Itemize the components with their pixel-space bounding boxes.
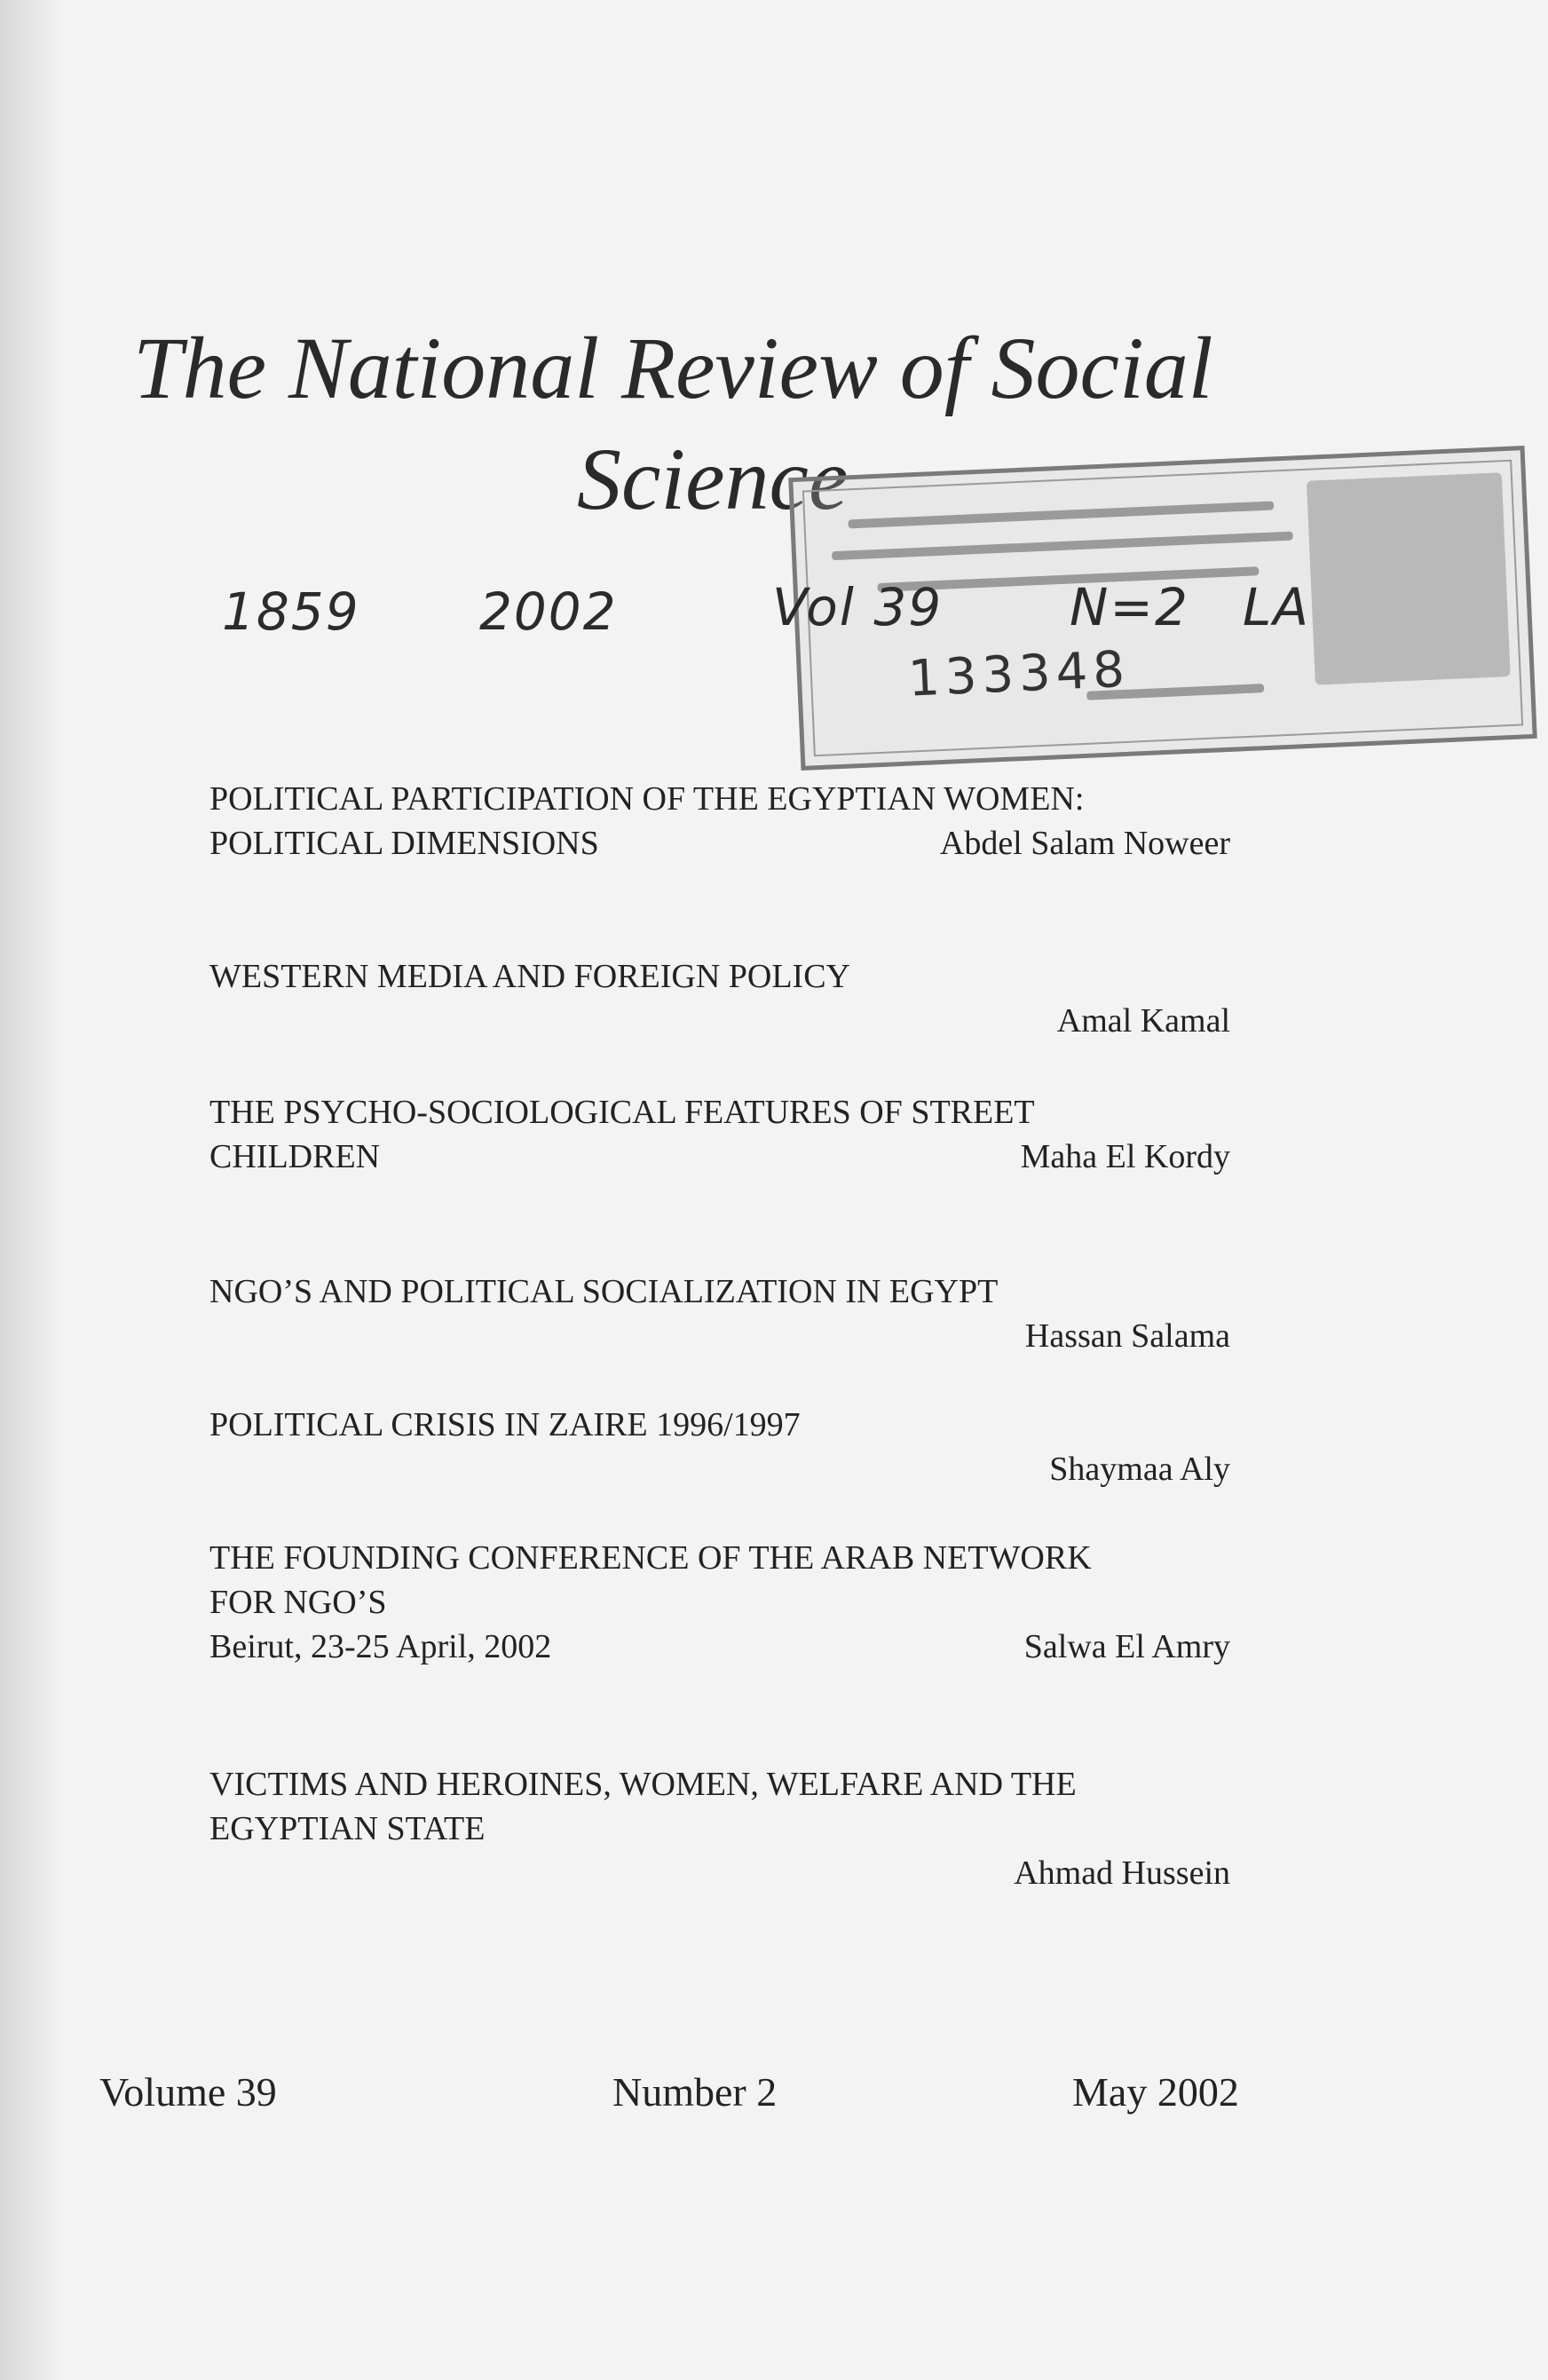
journal-title-line2: Science [577,430,849,528]
entry-title: FOR NGO’S [209,1584,387,1621]
entry-author: Abdel Salam Noweer [939,825,1230,862]
contents-entry [209,1090,1230,1179]
page-edge-shadow [0,0,62,2380]
entry-author: Salwa El Amry [1023,1628,1230,1665]
entry-title: WESTERN MEDIA AND FOREIGN POLICY [209,958,850,995]
entry-author: Ahmad Hussein [1014,1854,1230,1892]
entry-title: VICTIMS AND HEROINES, WOMEN, WELFARE AND THE [209,1766,1077,1803]
entry-title: POLITICAL PARTICIPATION OF THE EGYPTIAN WOMEN: [209,780,1085,818]
handwritten-note-4: N=2 [1070,577,1189,637]
stamp-registration-number: 133348 [906,640,1132,708]
entry-author: Hassan Salama [1024,1317,1230,1355]
handwritten-note-2: 2002 [479,581,618,642]
entry-author: Maha El Kordy [1020,1138,1230,1175]
contents-entry [209,777,1230,866]
entry-author: Shaymaa Aly [1049,1451,1230,1488]
issue-date-label: May 2002 [1072,2069,1239,2115]
contents-entry [209,954,1230,1043]
handwritten-note-1: 1859 [222,581,360,642]
entry-title: THE FOUNDING CONFERENCE OF THE ARAB NETWORK [209,1539,1092,1577]
entry-title: POLITICAL CRISIS IN ZAIRE 1996/1997 [209,1406,801,1443]
entry-author: Amal Kamal [1056,1002,1230,1040]
issue-number-label: Number 2 [612,2069,778,2115]
contents-entry [209,1403,1230,1491]
entry-event-details: Beirut, 23-25 April, 2002 [209,1628,552,1665]
contents-entry [209,1536,1230,1669]
entry-title: POLITICAL DIMENSIONS [209,825,599,862]
handwritten-note-5: LA [1243,577,1310,637]
volume-label: Volume 39 [99,2069,277,2115]
contents-entry [209,1269,1230,1358]
handwritten-note-3: Vol 39 [772,577,944,637]
entry-title: CHILDREN [209,1138,381,1175]
stamp-emblem-icon [1307,472,1511,684]
entry-title: THE PSYCHO-SOCIOLOGICAL FEATURES OF STREET [209,1094,1035,1131]
entry-title: EGYPTIAN STATE [209,1810,486,1847]
contents-entry [209,1762,1230,1895]
entry-title: NGO’S AND POLITICAL SOCIALIZATION IN EGYPT [209,1273,999,1310]
journal-title: The National Review of Social [133,319,1213,417]
